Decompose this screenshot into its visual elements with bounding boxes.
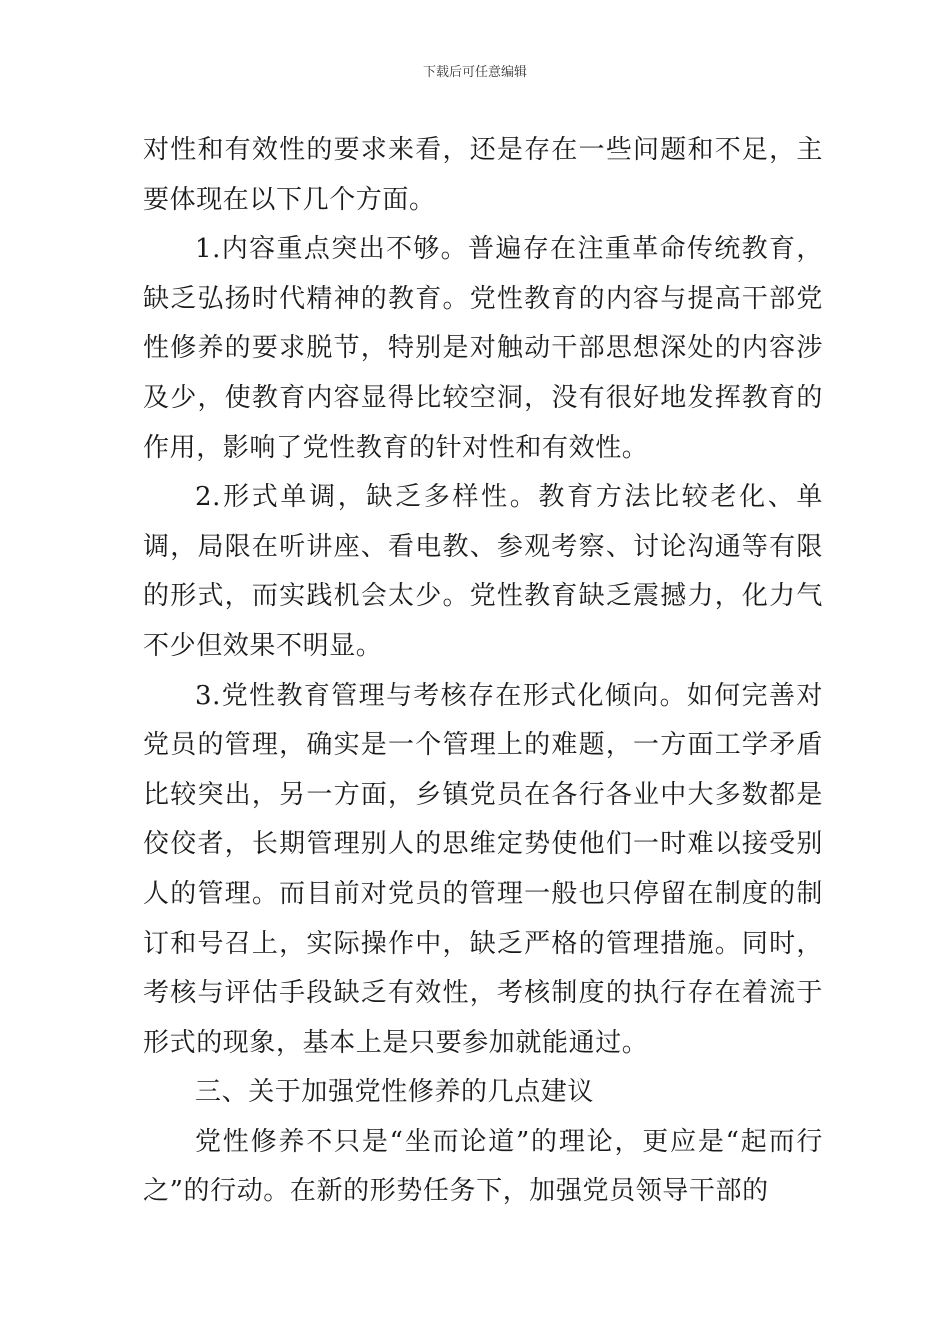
paragraph-point-2: 2.形式单调，缺乏多样性。教育方法比较老化、单调，局限在听讲座、看电教、参观考察、讨论沟通等有限的形式，而实践机会太少。党性教育缺乏震撼力，化力气不少但效果不明显。 bbox=[143, 482, 823, 661]
paragraph-intro: 党性修养不只是“坐而论道”的理论，更应是“起而行之”的行动。在新的形势任务下，加强党员领导干部的 bbox=[143, 1126, 823, 1207]
section-heading: 三、关于加强党性修养的几点建议 bbox=[195, 1077, 595, 1108]
page-header: 下载后可任意编辑 bbox=[422, 65, 527, 80]
paragraph-point-1: 1.内容重点突出不够。普遍存在注重革命传统教育，缺乏弘扬时代精神的教育。党性教育的内容与提高干部党性修养的要求脱节，特别是对触动干部思想深处的内容涉及少，使教育内容显得比较空洞，没有很好地发挥教育的作用，影响了党性教育的针对性和有效性。 bbox=[143, 234, 823, 463]
paragraph-point-3: 3.党性教育管理与考核存在形式化倾向。如何完善对党员的管理，确实是一个管理上的难题，一方面工学矛盾比较突出，另一方面，乡镇党员在各行各业中大多数都是佼佼者，长期管理别人的思维定势使他们一时难以接受别人的管理。而目前对党员的管理一般也只停留在制度的制订和号召上，实际操作中，缺乏严格的管理措施。同时，考核与评估手段缺乏有效性，考核制度的执行存在着流于形式的现象，基本上是只要参加就能通过。 bbox=[143, 680, 823, 1058]
document-body bbox=[143, 126, 823, 1217]
paragraph-continuation: 对性和有效性的要求来看，还是存在一些问题和不足，主要体现在以下几个方面。 bbox=[143, 135, 823, 215]
